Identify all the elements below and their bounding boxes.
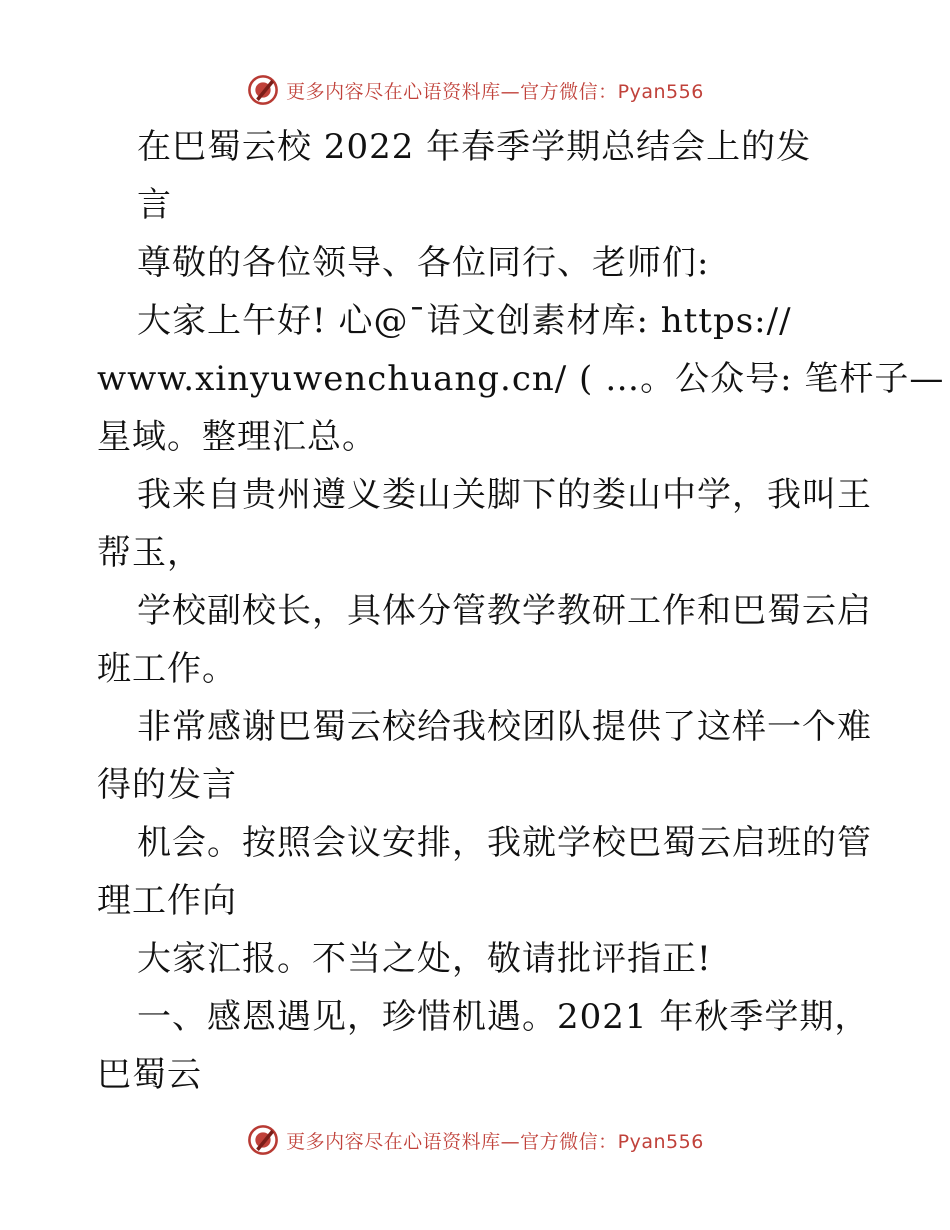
text-line: 巴蜀云 bbox=[97, 1055, 202, 1095]
text-line: 我来自贵州遵义娄山关脚下的娄山中学，我叫王 bbox=[137, 475, 872, 515]
watermark-banner-bottom bbox=[0, 1120, 950, 1160]
text-line: 班工作。 bbox=[97, 649, 237, 689]
pen-logo-icon bbox=[246, 1123, 280, 1157]
text-line: 星域。整理汇总。 bbox=[97, 417, 377, 457]
watermark-text: 更多内容尽在心语资料库—官方微信：Pyan556 bbox=[286, 1130, 704, 1153]
text-line: 言 bbox=[137, 185, 172, 225]
text-line: 机会。按照会议安排，我就学校巴蜀云启班的管 bbox=[137, 823, 872, 863]
text-line: 尊敬的各位领导、各位同行、老师们: bbox=[137, 243, 710, 283]
text-line: www.xinyuwenchuang.cn/ ( …。公众号: 笔杆子— bbox=[97, 359, 945, 399]
text-line: 一、感恩遇见，珍惜机遇。2021 年秋季学期， bbox=[137, 997, 870, 1037]
text-line: 非常感谢巴蜀云校给我校团队提供了这样一个难 bbox=[137, 707, 872, 747]
text-line: 大家上午好! 心@¯语文创素材库: https:// bbox=[137, 301, 792, 341]
text-line: 学校副校长，具体分管教学教研工作和巴蜀云启 bbox=[137, 591, 872, 631]
watermark-banner-top bbox=[0, 70, 950, 110]
pen-logo-icon bbox=[246, 73, 280, 107]
watermark-text: 更多内容尽在心语资料库—官方微信：Pyan556 bbox=[286, 80, 704, 103]
text-line: 理工作向 bbox=[97, 881, 237, 921]
text-line: 帮玉， bbox=[97, 533, 202, 573]
text-line: 得的发言 bbox=[97, 765, 237, 805]
text-line: 在巴蜀云校 2022 年春季学期总结会上的发 bbox=[137, 127, 812, 167]
text-line: 大家汇报。不当之处，敬请批评指正! bbox=[137, 939, 712, 979]
document-body bbox=[97, 118, 945, 1104]
